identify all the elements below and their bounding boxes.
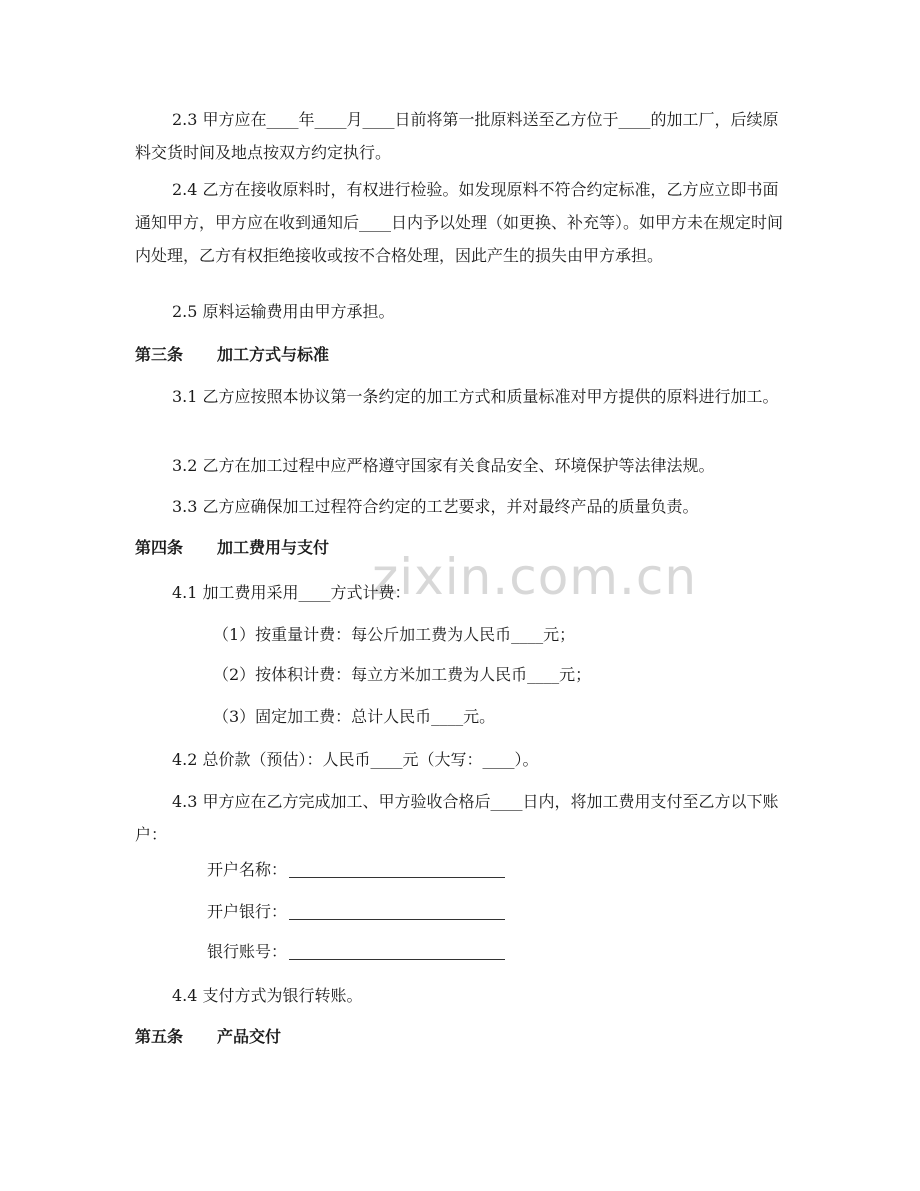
article-5-number: 第五条 xyxy=(135,1027,184,1046)
account-name-label: 开户名称： xyxy=(207,860,288,879)
account-bank-blank xyxy=(289,901,505,920)
account-number-label: 银行账号： xyxy=(207,942,288,961)
clause-4-3: 4.3 甲方应在乙方完成加工、甲方验收合格后____日内，将加工费用支付至乙方以下账户： xyxy=(135,792,779,844)
clause-2-3: 2.3 甲方应在____年____月____日前将第一批原料送至乙方位于____的加工厂，后续原料交货时间及地点按双方约定执行。 xyxy=(135,110,779,162)
clause-2-4: 2.4 乙方在接收原料时，有权进行检验。如发现原料不符合约定标准，乙方应立即书面通知甲方，甲方应在收到通知后____日内予以处理（如更换、补充等）。如甲方未在规定时间内处理，乙方有权拒绝接收或按不合格处理，因此产生的损失由甲方承担。 xyxy=(135,180,784,265)
clause-4-2: 4.2 总价款（预估）：人民币____元（大写：____）。 xyxy=(172,750,539,769)
article-3-number: 第三条 xyxy=(135,345,184,364)
article-4-title: 加工费用与支付 xyxy=(217,538,330,557)
clause-3-3: 3.3 乙方应确保加工过程符合约定的工艺要求，并对最终产品的质量负责。 xyxy=(172,497,699,516)
article-3-title: 加工方式与标准 xyxy=(217,345,330,364)
account-name-row xyxy=(207,858,505,882)
clause-4-1-option-2: （2）按体积计费：每立方米加工费为人民币____元； xyxy=(213,665,592,684)
account-name-blank xyxy=(289,859,505,878)
clause-4-1-option-1: （1）按重量计费：每公斤加工费为人民币____元； xyxy=(213,625,576,644)
account-number-row xyxy=(207,940,505,964)
article-4-number: 第四条 xyxy=(135,538,184,557)
account-bank-label: 开户银行： xyxy=(207,902,288,921)
article-4-heading xyxy=(135,536,329,560)
clause-4-1-option-3: （3）固定加工费：总计人民币____元。 xyxy=(213,707,496,726)
clause-4-1: 4.1 加工费用采用____方式计费： xyxy=(172,583,411,602)
article-3-heading xyxy=(135,343,329,367)
clause-3-2: 3.2 乙方在加工过程中应严格遵守国家有关食品安全、环境保护等法律法规。 xyxy=(172,456,715,475)
watermark: zixin.com.cn xyxy=(372,548,698,606)
clause-2-5: 2.5 原料运输费用由甲方承担。 xyxy=(172,302,395,321)
account-bank-row xyxy=(207,900,505,924)
clause-4-4: 4.4 支付方式为银行转账。 xyxy=(172,986,363,1005)
clause-3-1: 3.1 乙方应按照本协议第一条约定的加工方式和质量标准对甲方提供的原料进行加工。 xyxy=(172,387,779,406)
article-5-title: 产品交付 xyxy=(217,1027,282,1046)
account-number-blank xyxy=(289,941,505,960)
article-5-heading xyxy=(135,1025,281,1049)
